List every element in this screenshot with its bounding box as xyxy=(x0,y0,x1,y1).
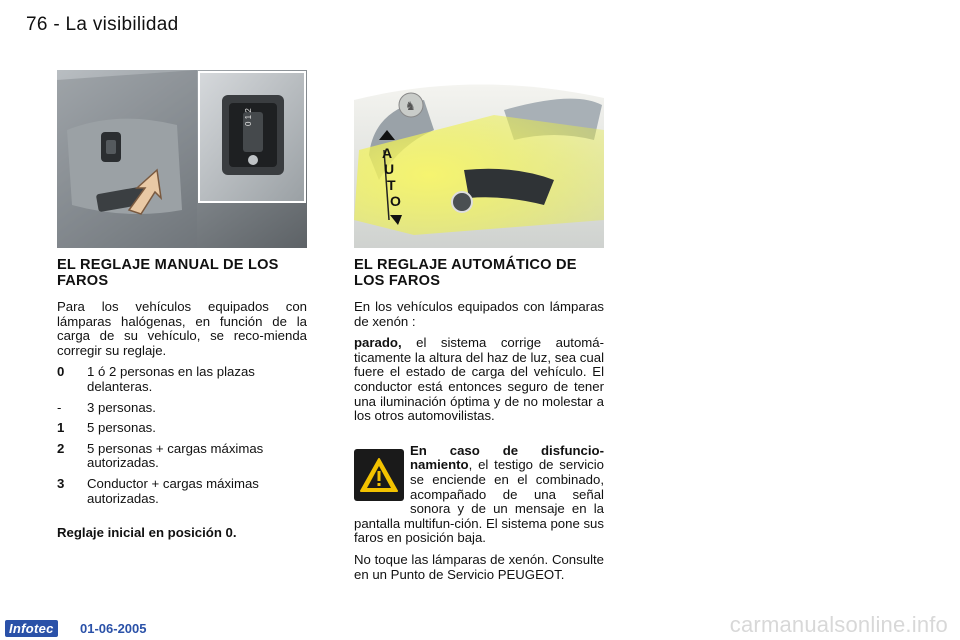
automatic-heading: EL REGLAJE AUTOMÁTICO DE LOS FAROS xyxy=(354,257,577,289)
position-key: 1 xyxy=(57,420,65,436)
stopped-label: parado, xyxy=(354,335,402,351)
xenon-headlamp-photo xyxy=(354,70,604,248)
page-title: 76 - La visibilidad xyxy=(26,14,179,35)
stopped-paragraph xyxy=(354,336,604,424)
position-text: 5 personas. xyxy=(87,420,156,436)
position-key: - xyxy=(57,399,62,415)
auto-letter: O xyxy=(390,193,401,209)
svg-text:♞: ♞ xyxy=(405,99,416,113)
list-item xyxy=(57,442,307,471)
car-front-illustration xyxy=(354,70,604,248)
list-item xyxy=(57,421,307,436)
malfunction-block xyxy=(354,444,604,582)
warning-triangle-icon xyxy=(354,449,404,501)
manual-heading: EL REGLAJE MANUAL DE LOS FAROS xyxy=(57,257,279,289)
list-item xyxy=(57,401,307,416)
headlamp-adjuster-illustration xyxy=(57,70,307,248)
automatic-intro: En los vehículos equipados con lámparas de xenón : xyxy=(354,299,604,329)
auto-letter: A xyxy=(382,145,393,161)
edition-date: 01-06-2005 xyxy=(80,621,147,636)
malfunction-text: , el testigo de servicio se enciende en el combinado, acompañado de una señal sonora y de un mensaje en la pantalla multifun-ción. El sistema pone sus faros en posición baja. xyxy=(354,457,604,546)
auto-letter: U xyxy=(384,161,395,177)
auto-letter: T xyxy=(387,177,396,193)
stopped-text: el sistema corrige automá-ticamente la altura del haz de luz, sea cual fuere el estado de carga del vehículo. El conductor está entonces seguro de tener una iluminación óptima y de no molestar a los otros automovilistas. xyxy=(354,335,604,424)
headlamp-adjuster-photo xyxy=(57,70,307,248)
manual-adjustment-section xyxy=(57,258,307,541)
list-item xyxy=(57,365,307,394)
initial-setting-note: Reglaje inicial en posición 0. xyxy=(57,525,237,541)
automatic-adjustment-section xyxy=(354,258,604,589)
position-text: 1 ó 2 personas en las plazas delanteras. xyxy=(87,364,255,394)
position-key: 3 xyxy=(57,475,65,491)
infotec-badge: Infotec xyxy=(5,620,58,637)
svg-text:0 1 2: 0 1 2 xyxy=(244,108,253,126)
manual-intro: Para los vehículos equipados con lámparas halógenas, en función de la carga de su vehículo, se reco-mienda corregir su reglaje. xyxy=(57,299,307,358)
list-item xyxy=(57,477,307,506)
advice-paragraph: No toque las lámparas de xenón. Consulte en un Punto de Servicio PEUGEOT. xyxy=(354,551,604,582)
malfunction-label: En caso de disfuncio-namiento xyxy=(410,442,604,473)
position-text: 3 personas. xyxy=(87,399,156,415)
position-text: Conductor + cargas máximas autorizadas. xyxy=(87,475,259,506)
watermark-site: carmanualsonline.info xyxy=(729,612,948,637)
position-key: 2 xyxy=(57,440,65,456)
position-key: 0 xyxy=(57,364,65,380)
position-text: 5 personas + cargas máximas autorizadas. xyxy=(87,440,264,471)
